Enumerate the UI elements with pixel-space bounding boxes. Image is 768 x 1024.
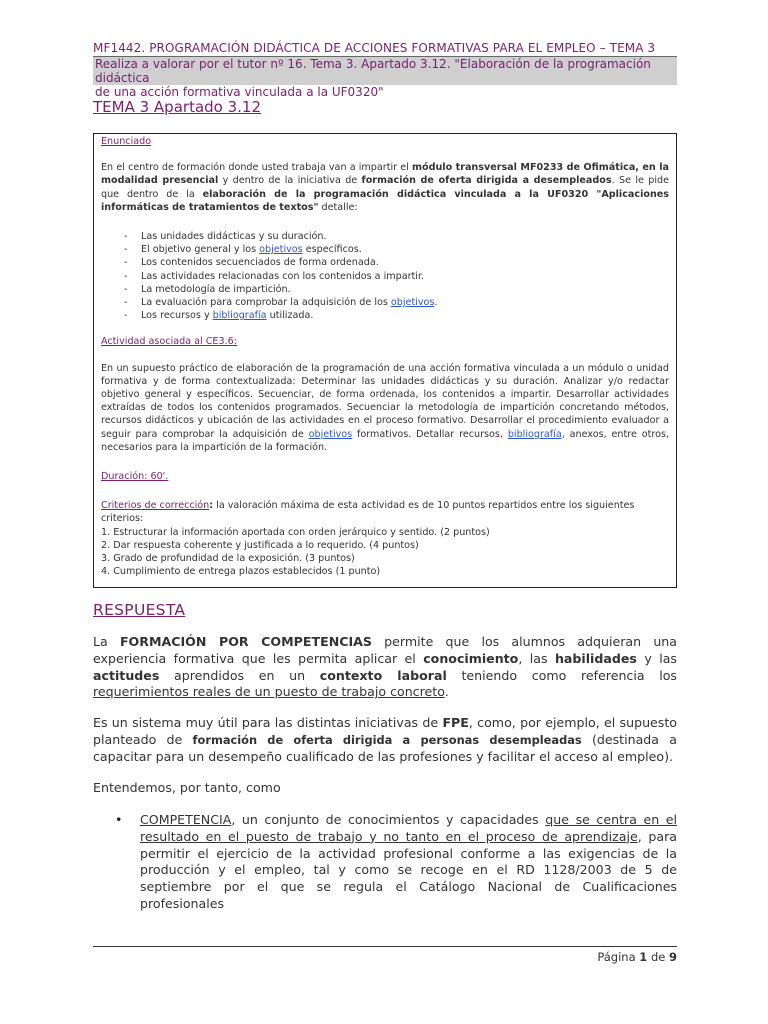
text-run: , las	[518, 650, 555, 666]
header-subtitle-line2: de una acción formativa vinculada a la UF0320"	[95, 85, 384, 99]
item-text: .	[434, 297, 438, 309]
bibliografia-link[interactable]: bibliografía	[212, 310, 267, 322]
text-run: y las	[636, 650, 677, 666]
text-run: teniendo como referencia los	[446, 667, 677, 683]
objetivos-link[interactable]: objetivos	[308, 428, 353, 440]
list-item	[101, 230, 669, 243]
text-run: , anexos, entre otros, necesarios para la impartición de la formación.	[101, 428, 670, 453]
footer-total-pages: 9	[668, 950, 677, 964]
bullet-paragraph	[140, 812, 677, 913]
text-bold: elaboración de la programación didáctica vinculada a la UF0320 "Aplicaciones informáticas de tratamientos de textos"	[101, 188, 669, 213]
enunciado-label: Enunciado	[101, 136, 152, 147]
actividad-label: Actividad asociada al CE3.6:	[101, 336, 237, 348]
text-bold: habilidades	[554, 650, 637, 666]
header-subtitle-line1: Realiza a valorar por el tutor nº 16. Tema 3. Apartado 3.12. "Elaboración de la programación didáctica	[95, 57, 651, 85]
text-underlined: que se centra en el resultado en el puesto de trabajo y no tanto en el proceso de aprendizaje	[140, 812, 677, 844]
text-run: , como, por ejemplo, el supuesto planteado de	[93, 715, 678, 747]
text-run: , un conjunto de conocimientos y capacidades	[231, 812, 546, 827]
text-run: detalle:	[318, 201, 358, 213]
item-text: Las unidades didácticas y su duración.	[141, 231, 327, 243]
text-bold: conocimiento	[423, 650, 519, 666]
item-text: La evaluación para comprobar la adquisición de los	[141, 297, 391, 309]
enunciado-box	[93, 133, 677, 588]
item-text: Los recursos y	[141, 310, 213, 322]
page-number	[597, 950, 677, 964]
footer-divider	[93, 946, 677, 947]
item-text: específicos.	[302, 244, 362, 256]
text-bold: módulo transversal MF0233 de Ofimática, en la modalidad presencial	[101, 162, 669, 187]
text-run: La	[93, 634, 120, 649]
duracion-label: Duración: 60'.	[101, 471, 169, 483]
criterios-block	[101, 499, 669, 578]
item-text: Los contenidos secuenciados de forma ordenada.	[141, 257, 379, 269]
footer-label: Página	[597, 950, 636, 964]
paragraph-1	[93, 634, 677, 701]
text-bold: formación de oferta dirigida a personas desempleadas	[192, 732, 582, 747]
text-run: la valoración máxima de esta actividad es de 10 puntos repartidos entre los siguientes	[213, 500, 635, 512]
paragraph-2	[93, 715, 677, 765]
criterio-item: 1. Estructurar la información aportada con orden jerárquico y sentido. (2 puntos)	[101, 526, 490, 538]
text-bold: FORMACIÓN POR COMPETENCIAS	[119, 634, 372, 649]
bullet-dot: •	[115, 812, 123, 827]
item-text: La metodología de impartición.	[141, 283, 291, 295]
text-run: .	[444, 684, 449, 700]
criterios-intro-cont: criterios:	[101, 513, 144, 525]
text-run: , para permitir el ejercicio de la actividad profesional conforme a las exigencias de la producción y el empleo, tal y como se recoge en el RD 1128/2003 de 5 de septiembre por el que se regula el Catálogo Nacional de Cualificaciones profesionales	[140, 828, 677, 911]
bibliografia-link[interactable]: bibliografía	[507, 428, 562, 440]
text-run: . Se le pide que dentro de la	[101, 175, 669, 200]
text-run: formativos. Detallar recursos,	[352, 428, 508, 440]
text-run: permite que los alumnos adquieran una experiencia formativa que les permita aplicar el	[93, 634, 677, 666]
list-item	[101, 309, 669, 322]
criterios-colon: :	[209, 500, 214, 512]
enunciado-paragraph	[101, 161, 669, 214]
list-item	[101, 243, 669, 256]
text-run: En el centro de formación donde usted trabaja van a impartir el	[101, 162, 412, 174]
paragraph-3: Entendemos, por tanto, como	[93, 780, 281, 795]
objetivos-link[interactable]: objetivos	[390, 297, 435, 309]
text-bold: contexto laboral	[319, 667, 447, 683]
objetivos-link[interactable]: objetivos	[259, 244, 303, 256]
text-bold: formación de oferta dirigida a desempleados	[361, 175, 612, 187]
criterio-item: 3. Grado de profundidad de la exposición. (3 puntos)	[101, 553, 355, 565]
list-item	[101, 256, 669, 269]
text-run: (destinada a capacitar para un desempeño cualificado de las profesiones y facilitar el acceso al empleo).	[93, 731, 677, 764]
criterios-label: Criterios de corrección	[101, 500, 210, 512]
actividad-paragraph	[101, 362, 669, 454]
item-text: El objetivo general y los	[141, 244, 260, 256]
text-underlined: requerimientos reales de un puesto de trabajo concreto	[93, 684, 445, 700]
text-bold: actitudes	[93, 667, 160, 683]
list-item	[101, 283, 669, 296]
item-text: Las actividades relacionadas con los contenidos a impartir.	[141, 270, 425, 282]
respuesta-heading: RESPUESTA	[93, 601, 186, 619]
header-title: MF1442. PROGRAMACIÓN DIDÁCTICA DE ACCIONES FORMATIVAS PARA EL EMPLEO – TEMA 3	[93, 41, 656, 55]
tema-heading: TEMA 3 Apartado 3.12	[93, 98, 262, 116]
criterios-intro	[101, 499, 669, 512]
enunciado-list	[101, 230, 669, 322]
list-item	[101, 270, 669, 283]
text-underlined: COMPETENCIA	[140, 812, 232, 827]
list-item	[101, 296, 669, 309]
criterio-item: 2. Dar respuesta coherente y justificada a lo requerido. (4 puntos)	[101, 539, 419, 551]
header-subtitle	[93, 57, 677, 99]
text-run: En un supuesto práctico de elaboración de la programación de una acción formativa vinculada a un módulo o unidad formativa y de forma contextualizada: Determinar las unidades didácticas y su duración. Analizar y/o redactar objetivo general y específicos. Secuenciar, de forma ordenada, los contenidos a impartir. Desarrollar actividades extraídas de todos los contenidos programados. Secuenciar la metodología de impartición concretando métodos, recursos didácticos y ubicación de las actividades en el proceso formativo. Desarrollar el procedimiento evaluador a seguir para comprobar la adquisición de	[101, 362, 669, 440]
text-bold: FPE	[442, 715, 469, 730]
footer-de: de	[650, 950, 666, 964]
criterio-item: 4. Cumplimiento de entrega plazos establecidos (1 punto)	[101, 566, 381, 578]
text-run: y dentro de la iniciativa de	[218, 175, 362, 187]
text-run: aprendidos en un	[159, 667, 320, 683]
text-run: Es un sistema muy útil para las distintas iniciativas de	[93, 715, 443, 730]
footer-current-page: 1	[639, 950, 648, 964]
item-text: utilizada.	[266, 310, 314, 322]
